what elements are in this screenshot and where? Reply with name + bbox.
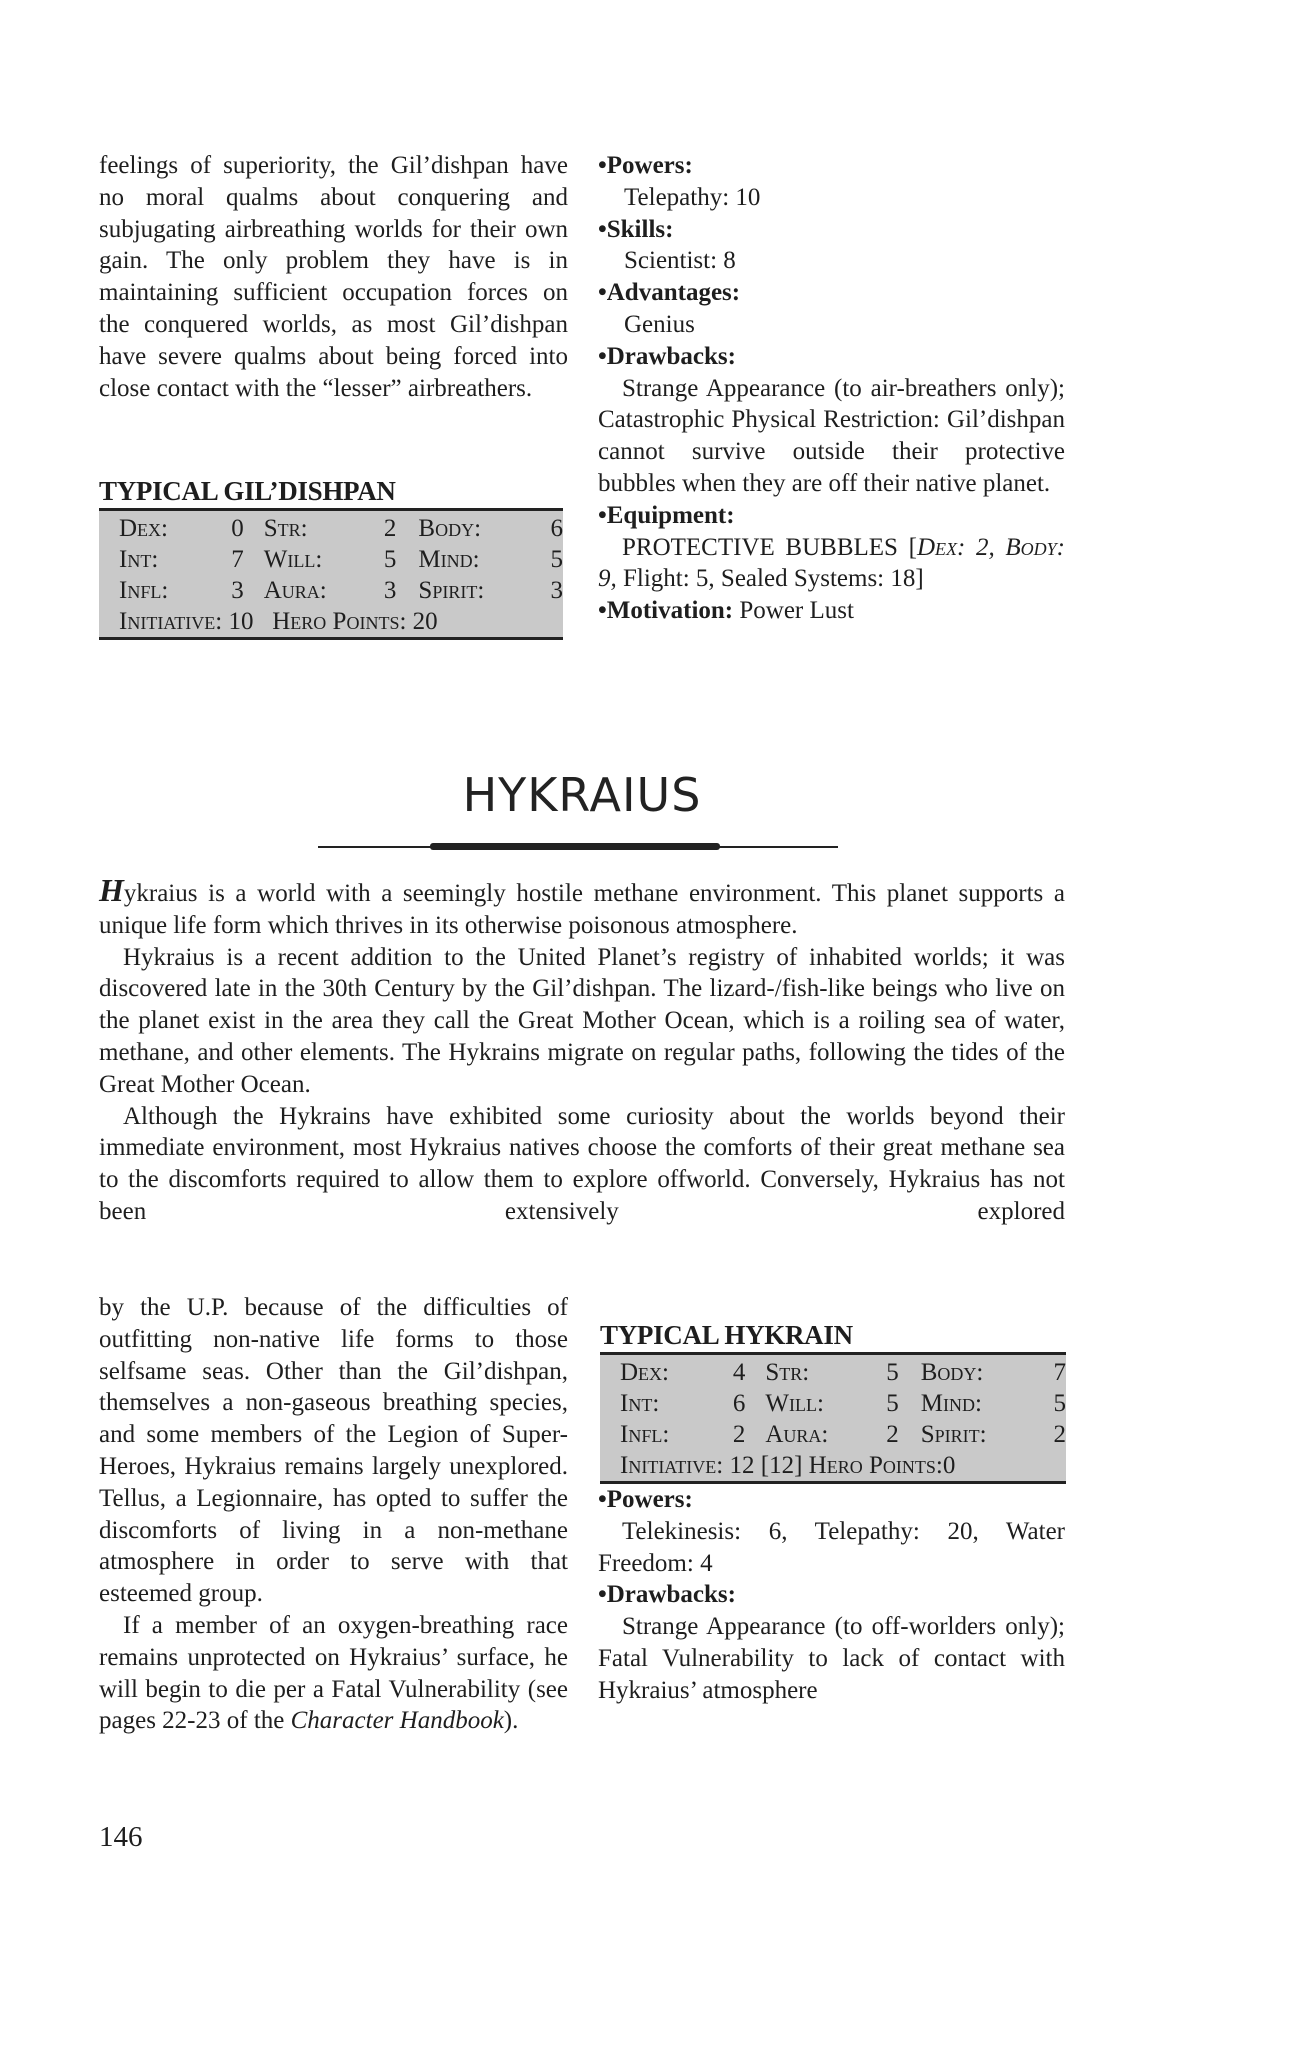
motivation	[598, 595, 1065, 627]
equipment-body-label: Body:	[1005, 533, 1066, 561]
stat-row-initiative	[99, 606, 563, 637]
motivation-value: Power Lust	[739, 597, 854, 625]
stat-row	[99, 544, 563, 575]
initiative-value: 10	[228, 608, 254, 635]
stat-row-initiative	[600, 1450, 1066, 1481]
stat-label: Infl:	[119, 577, 169, 604]
paragraph-text: If a member of an oxygen-breathing race remains unprotected on Hykraius’ surface, he will begin to die per a Fatal Vulnerability (see pages 22-23 of the	[99, 1611, 568, 1735]
stat-value: 2	[886, 1421, 899, 1448]
stat-label: Will:	[765, 1390, 824, 1417]
stat-label: Body:	[418, 515, 482, 542]
paragraph: feelings of superiority, the Gil’dishpan have no moral qualms about conquering and subjugating airbreathing worlds for their own gain. The only problem they have is in maintaining sufficient occupation forces on the conquered worlds, as most Gil’dishpan have severe qualms about being forced into close contact with the “lesser” airbreathers.	[99, 152, 568, 402]
stat-value: 5	[550, 546, 563, 573]
stat-label: Mind:	[418, 546, 480, 573]
stat-value: 0	[231, 515, 244, 542]
stat-label: Spirit:	[920, 1421, 987, 1448]
stat-label: Str:	[765, 1359, 810, 1386]
gildishpan-stat-block	[99, 474, 563, 640]
stat-row	[600, 1357, 1066, 1388]
stat-value: 2	[1053, 1421, 1066, 1448]
book-title: Character Handbook	[290, 1707, 504, 1735]
section-body	[99, 872, 1065, 1228]
equipment-rest: Flight: 5, Sealed Systems: 18]	[616, 565, 924, 593]
initiative-value: 12 [12]	[729, 1452, 803, 1479]
hero-points-value: 20	[412, 608, 438, 635]
stat-value: 2	[732, 1421, 746, 1448]
stat-value: 5	[886, 1359, 899, 1386]
stat-label: Aura:	[765, 1421, 829, 1448]
stat-table	[99, 508, 563, 640]
paragraph: by the U.P. because of the difficulties of outfitting non-native life forms to those selfsame seas. Other than the Gil’dishpan, themselves a non-gaseous breathing species, and some members of the Legion of Super-Heroes, Hykraius remains largely unexplored. Tellus, a Legionnaire, has opted to suffer the discomforts of living in a non-methane atmosphere in order to serve with that esteemed group.	[99, 1294, 568, 1608]
stat-value: 7	[1053, 1359, 1066, 1386]
stat-block-title: TYPICAL HYKRAIN	[600, 1320, 853, 1350]
gildishpan-traits	[598, 150, 1065, 627]
equipment-body: 9,	[598, 565, 617, 593]
stat-value: 5	[383, 546, 397, 573]
hero-points-label: Hero Points:	[808, 1452, 943, 1479]
heading-rule-accent	[430, 843, 720, 850]
paragraph: Hykraius is a recent addition to the United Planet’s registry of inhabited worlds; it was discovered late in the 30th Century by the Gil’dishpan. The lizard-/fish-like beings who live on the planet exist in the area they call the Great Mother Ocean, which is a roiling sea of water, methane, and other elements. The Hykrains migrate on regular paths, following the tides of the Great Mother Ocean.	[99, 943, 1065, 1098]
section-heading: HYKRAIUS	[462, 768, 702, 822]
stat-value: 7	[231, 546, 244, 573]
stat-row	[600, 1419, 1066, 1450]
stat-value: 5	[1053, 1390, 1066, 1417]
equipment-name: PROTECTIVE BUBBLES [	[622, 533, 917, 561]
drawbacks-value: Strange Appearance (to off-worlders only); Fatal Vulnerability to lack of contact with Hykraius’ atmosphere	[598, 1613, 1065, 1704]
stat-row	[600, 1388, 1066, 1419]
paragraph-text: ykraius is a world with a seemingly hostile methane environment. This planet supports a unique life form which thrives in its otherwise poisonous atmosphere.	[99, 880, 1065, 939]
stat-label: Aura:	[263, 577, 327, 604]
stat-value: 6	[732, 1390, 746, 1417]
stat-label: Spirit:	[418, 577, 485, 604]
stat-label: Will:	[263, 546, 323, 573]
hykrain-traits	[598, 1484, 1065, 1707]
powers-label: •Powers:	[598, 152, 693, 179]
stat-value: 6	[550, 515, 563, 542]
initiative-label: Initiative:	[620, 1452, 724, 1479]
advantages-value: Genius	[624, 310, 695, 338]
skills-label: •Skills:	[598, 215, 674, 243]
powers-label: •Powers:	[598, 1486, 693, 1513]
stat-value: 4	[732, 1359, 746, 1386]
stat-table	[600, 1352, 1066, 1484]
drop-letter: H	[99, 872, 124, 908]
hero-points-value: 0	[942, 1452, 956, 1479]
stat-label: Dex:	[119, 515, 168, 542]
equipment-dex-label: Dex:	[916, 533, 966, 561]
drawbacks-value: Strange Appearance (to air-breathers only); Catastrophic Physical Restriction: Gil’dishpan cannot survive outside their protective bubbles when they are off their native planet.	[598, 374, 1065, 497]
skills-value: Scientist: 8	[624, 247, 736, 275]
drawbacks-label: •Drawbacks:	[598, 342, 736, 370]
stat-row	[99, 575, 563, 606]
stat-label: Int:	[620, 1390, 660, 1417]
paragraph	[99, 872, 1065, 942]
section-body-left-column	[99, 1292, 568, 1737]
stat-value: 2	[383, 515, 397, 542]
hero-points-label: Hero Points:	[272, 608, 407, 635]
paragraph	[99, 1610, 568, 1737]
page-number: 146	[99, 1821, 143, 1853]
drawbacks-label: •Drawbacks:	[598, 1581, 736, 1609]
stat-block-title: TYPICAL GIL’DISHPAN	[99, 476, 396, 506]
paragraph-text: ).	[503, 1707, 519, 1735]
stat-value: 3	[383, 577, 397, 604]
powers-value: Telepathy: 10	[624, 183, 761, 211]
stat-label: Dex:	[620, 1359, 669, 1386]
intro-continuation	[99, 150, 568, 404]
advantages-label: •Advantages:	[598, 279, 741, 307]
initiative-label: Initiative:	[119, 608, 223, 635]
stat-value: 5	[886, 1390, 899, 1417]
stat-row	[99, 513, 563, 544]
stat-label: Body:	[920, 1359, 984, 1386]
motivation-label: •Motivation:	[598, 597, 734, 625]
equipment-label: •Equipment:	[598, 501, 735, 529]
stat-value: 3	[231, 577, 244, 604]
equipment-value	[598, 532, 1065, 596]
equipment-dex: 2,	[965, 533, 1006, 561]
stat-label: Infl:	[620, 1421, 670, 1448]
stat-label: Mind:	[920, 1390, 982, 1417]
stat-label: Str:	[263, 515, 308, 542]
hykrain-stat-block	[600, 1318, 1066, 1484]
stat-value: 3	[550, 577, 563, 604]
paragraph: Although the Hykrains have exhibited some curiosity about the worlds beyond their immediate environment, most Hykraius natives choose the comforts of their great methane sea to the discomforts required to allow them to explore offworld. Conversely, Hykraius has not been extensively explored	[99, 1102, 1065, 1225]
stat-label: Int:	[119, 546, 159, 573]
powers-value: Telekinesis: 6, Telepathy: 20, Water Freedom: 4	[598, 1517, 1065, 1577]
